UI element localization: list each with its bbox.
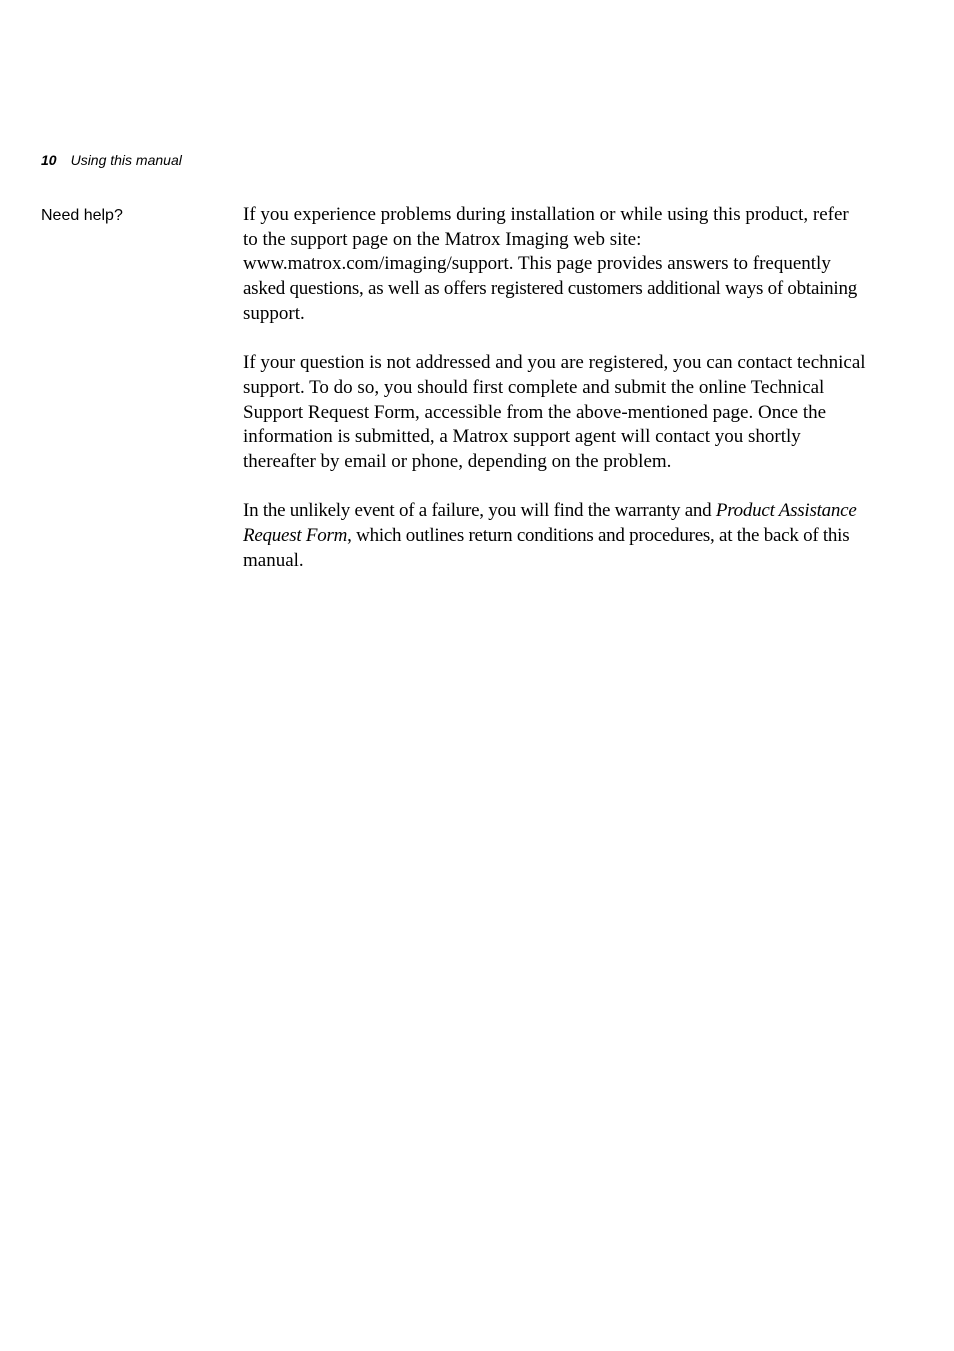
text-line: www.matrox.com/imaging/support. This page provides answers to frequently: [243, 253, 831, 275]
text-run: In the unlikely event of a failure, you will find the warranty and: [243, 500, 716, 522]
paragraph-warranty: [243, 499, 889, 573]
text-line: to the support page on the Matrox Imaging web site:: [243, 228, 642, 250]
text-run: , which outlines return conditions and procedures, at the back of this: [347, 525, 850, 547]
text-line: If your question is not addressed and you are registered, you can contact technical: [243, 352, 866, 374]
text-line: support.: [243, 302, 305, 324]
text-line: If you experience problems during installation or while using this product, refer: [243, 204, 849, 225]
text-line: asked questions, as well as offers registered customers additional ways of obtaining: [243, 278, 857, 300]
section-heading: Need help?: [41, 207, 123, 224]
text-line: Support Request Form, accessible from the above-mentioned page. Once the: [243, 401, 827, 423]
text-line: support. To do so, you should first complete and submit the online Technical: [243, 376, 825, 398]
text-line: [243, 524, 889, 549]
text-line: manual.: [243, 549, 304, 571]
form-title-italic: Product Assistance: [715, 500, 857, 522]
form-title-italic: Request Form: [243, 525, 348, 547]
page-number: 10: [41, 152, 57, 168]
text-line: information is submitted, a Matrox support agent will contact you shortly: [243, 426, 801, 448]
body-text: [243, 203, 889, 598]
text-line: [243, 499, 889, 524]
paragraph-technical-support: [243, 351, 889, 475]
text-line: thereafter by email or phone, depending on the problem.: [243, 451, 672, 473]
page-header: [41, 151, 182, 169]
running-title: Using this manual: [70, 152, 182, 168]
paragraph-support-page: [243, 203, 889, 327]
